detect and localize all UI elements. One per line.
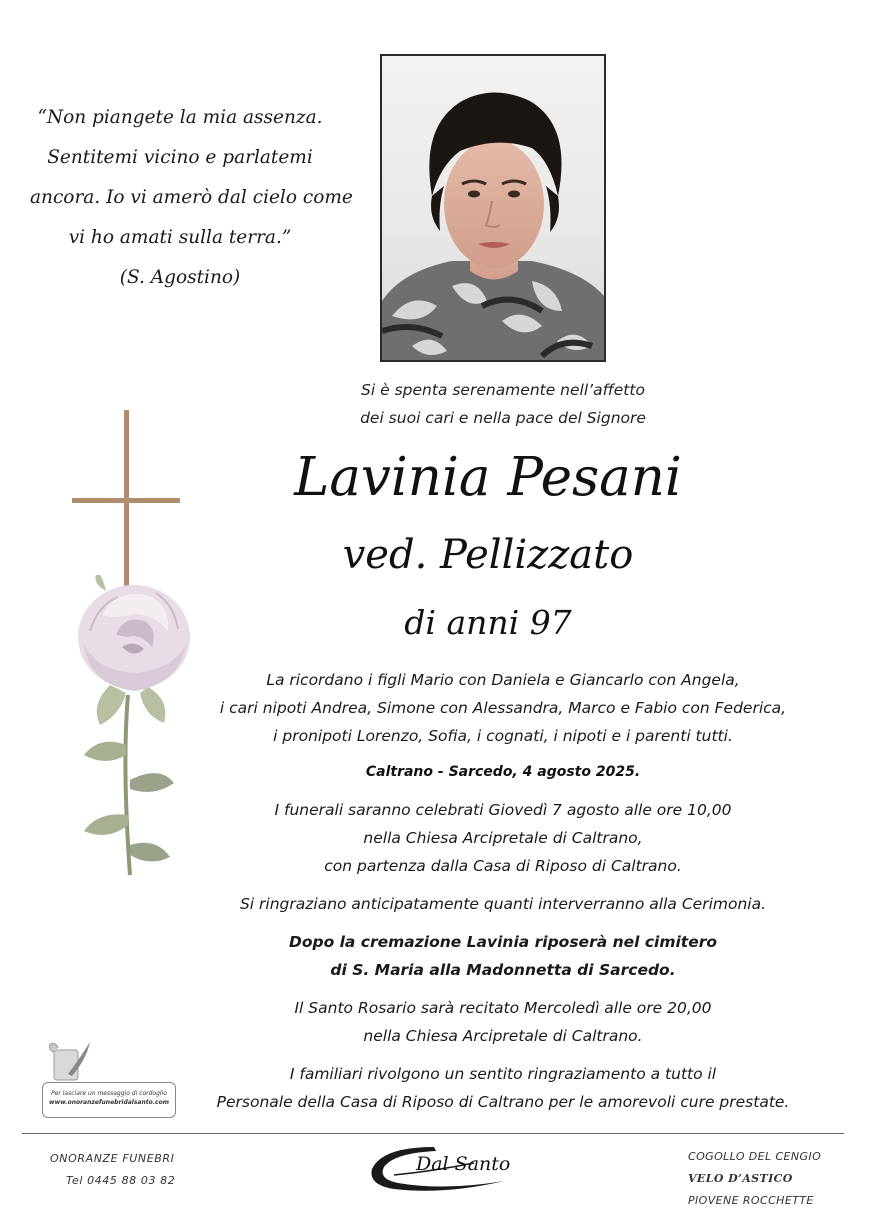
rosary-line: Il Santo Rosario sarà recitato Mercoledì alle ore 20,00 [294,999,712,1017]
deceased-age: di anni 97 [404,603,572,642]
rosary-line: nella Chiesa Arcipretale di Caltrano. [363,1027,643,1045]
intro-text [130,376,876,432]
quill-scroll-icon [46,1040,96,1086]
cremation-line: di S. Maria alla Madonnetta di Sarcedo. [330,961,676,979]
family-paragraph [130,666,876,750]
rosary-paragraph [130,994,876,1050]
footer-location: COGOLLO DEL CENGIO [688,1150,822,1163]
footer-location: PIOVENE ROCCHETTE [688,1194,814,1207]
condolence-message-link[interactable] [42,1082,176,1118]
intro-line: dei suoi cari e nella pace del Signore [360,409,646,427]
quote-line: vi ho amati sulla terra.” [68,227,292,248]
thanks-line: Si ringraziano anticipatamente quanti interverranno alla Cerimonia. [239,895,767,913]
footer-location: VELO D’ASTICO [688,1172,793,1185]
logo-text: Dal Santo [416,1153,511,1175]
place-and-date: Caltrano - Sarcedo, 4 agosto 2025. [365,764,641,780]
thanks-paragraph [130,890,876,918]
funeral-paragraph [130,796,876,880]
portrait-photo [380,54,606,362]
family-line: i pronipoti Lorenzo, Sofia, i cognati, i nipoti e i parenti tutti. [273,727,733,745]
gratitude-paragraph [130,1060,876,1116]
cremation-paragraph [130,928,876,984]
funeral-line: con partenza dalla Casa di Riposo di Caltrano. [324,857,682,875]
quote-line: “Non piangete la mia assenza. [37,107,323,128]
footer-contact [50,1148,175,1192]
widow-of-name: ved. Pellizzato [342,532,634,578]
condolence-line: Per lasciare un messaggio di cordoglio [51,1090,167,1097]
portrait-illustration [382,56,604,360]
intro-line: Si è spenta serenamente nell’affetto [361,381,645,399]
family-line: La ricordano i figli Mario con Daniela e Giancarlo con Angela, [266,671,740,689]
gratitude-line: I familiari rivolgono un sentito ringraziamento a tutto il [289,1065,717,1083]
quote-line: ancora. Io vi amerò dal cielo come [30,187,353,208]
footer-company-title: ONORANZE FUNEBRI [50,1152,175,1165]
funeral-line: nella Chiesa Arcipretale di Caltrano, [363,829,643,847]
quote-line: Sentitemi vicino e parlatemi [47,147,313,168]
funeral-line: I funerali saranno celebrati Giovedì 7 agosto alle ore 10,00 [274,801,732,819]
deceased-name: Lavinia Pesani [294,447,682,508]
cremation-line: Dopo la cremazione Lavinia riposerà nel cimitero [288,933,718,951]
quote-attribution: (S. Agostino) [119,267,241,288]
gratitude-line: Personale della Casa di Riposo di Caltrano per le amorevoli cure prestate. [216,1093,790,1111]
condolence-url: www.onoranzefunebridalsanto.com [49,1099,169,1106]
saint-augustine-quote [30,98,353,298]
footer-locations [688,1146,821,1212]
family-line: i cari nipoti Andrea, Simone con Alessandra, Marco e Fabio con Federica, [219,699,787,717]
footer-divider [22,1133,844,1134]
footer-phone: Tel 0445 88 03 82 [66,1174,176,1187]
